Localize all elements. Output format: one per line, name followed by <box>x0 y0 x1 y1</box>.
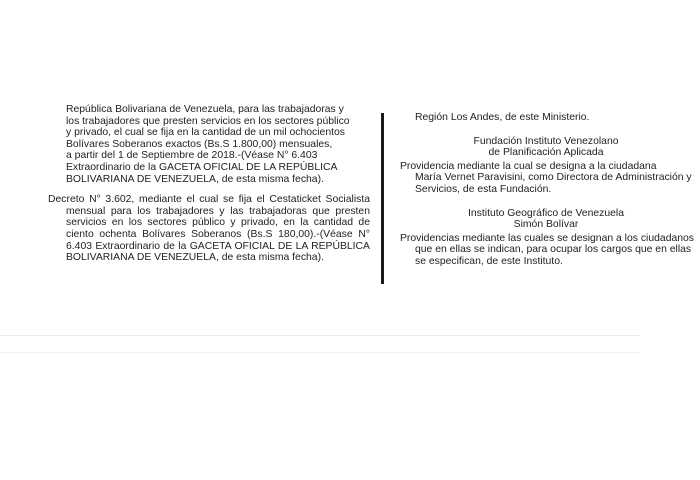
entry-title <box>400 208 692 231</box>
text-line: los trabajadores que presten servicios en los sectores público <box>66 115 350 127</box>
text-line: República Bolivariana de Venezuela, para las trabajadoras y <box>66 104 344 115</box>
text-line: que en ellas se indican, para ocupar los cargos que en ellas <box>415 244 692 256</box>
title-line: Instituto Geográfico de Venezuela <box>468 207 624 219</box>
title-line: Fundación Instituto Venezolano <box>473 135 619 147</box>
text-line: a partir del 1 de Septiembre de 2018.-(Véase N° 6.403 <box>66 150 318 162</box>
minimum-wage-paragraph <box>48 104 370 185</box>
text-line: Providencia mediante la cual se designa a la ciudadana <box>400 160 657 172</box>
right-column <box>400 112 700 277</box>
entry-title <box>400 136 692 159</box>
text-line: Bolívares Soberanos exactos (Bs.S 1.800,00) mensuales, <box>66 138 333 150</box>
text-line: Servicios, de esta Fundación. <box>415 183 552 195</box>
text-line: María Vernet Paravisini, como Directora de Administración y <box>415 172 692 184</box>
left-column <box>48 104 370 273</box>
text-line: BOLIVARIANA DE VENEZUELA, de esta misma fecha). <box>66 173 324 185</box>
column-divider <box>381 113 384 284</box>
text-line: se especifican, de este Instituto. <box>415 255 563 267</box>
text-line: Providencias mediante las cuales se designan a los ciudadanos <box>400 232 695 244</box>
title-line: Simón Bolívar <box>513 219 579 231</box>
entry-fundacion-ivpa <box>400 136 700 196</box>
ministry-entry-tail <box>400 112 700 124</box>
page-separator <box>0 352 640 353</box>
text-line: Región Los Andes, de este Ministerio. <box>415 112 590 123</box>
viewport-bottom-edge <box>0 335 640 336</box>
text-line: Extraordinario de la GACETA OFICIAL DE LA REPÚBLICA <box>66 161 338 173</box>
entry-text <box>400 161 700 196</box>
cestaticket-decree-paragraph: Decreto N° 3.602, mediante el cual se fija el Cestaticket Socialista mensual para los trabajadores y las trabajadoras que presten servicios en los sectores público y privado, en la cantidad de ciento ochenta Bolívares Soberanos (Bs.S 180,00).-(Véase N° 6.403 Extraordinario de la GACETA OFICIAL DE LA REPÚBLICA BOLIVARIANA DE VENEZUELA, de esta misma fecha). <box>48 194 370 264</box>
text-line: y privado, el cual se fija en la cantidad de un mil ochocientos <box>66 127 345 139</box>
entry-text <box>400 233 700 268</box>
title-line: de Planificación Aplicada <box>488 147 604 159</box>
entry-instituto-geografico <box>400 208 700 268</box>
